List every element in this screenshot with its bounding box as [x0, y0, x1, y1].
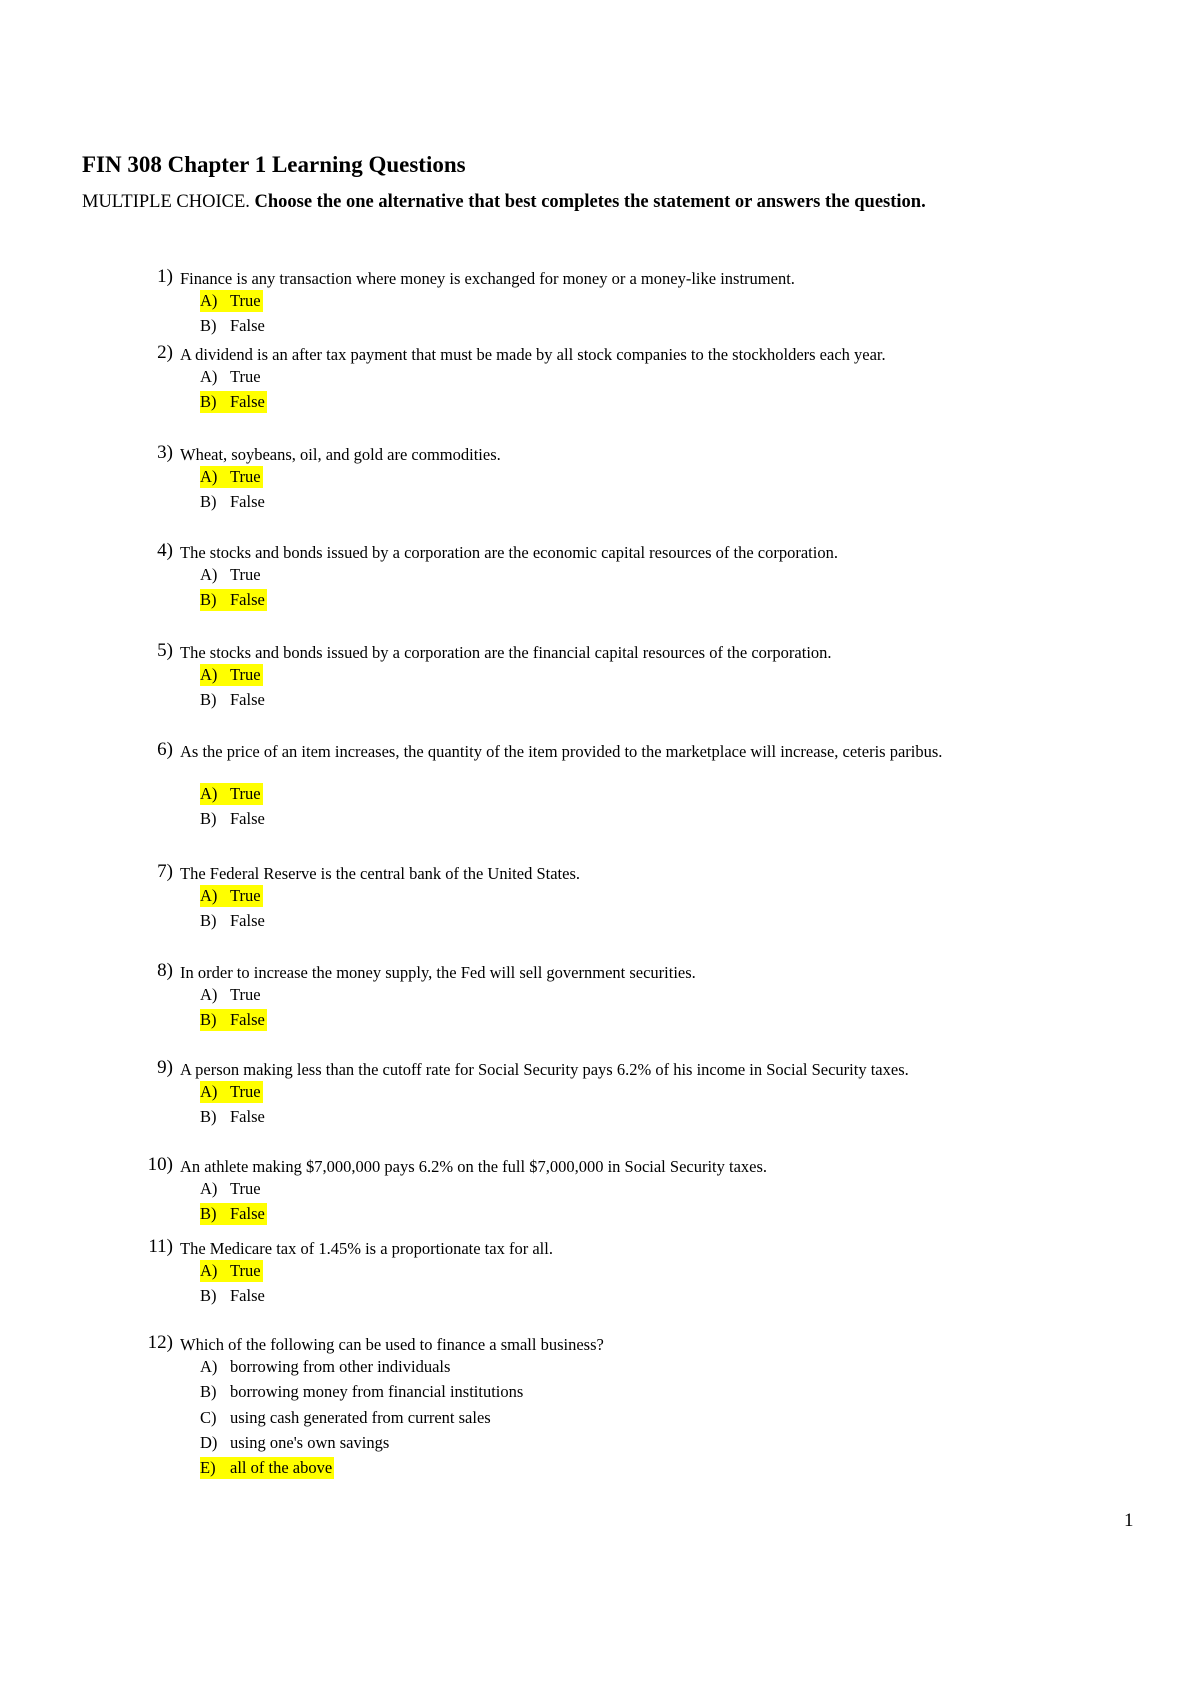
- answer-choice: [200, 564, 261, 586]
- choice-letter: A): [200, 1179, 218, 1198]
- choice-letter: A): [200, 985, 218, 1004]
- choice-text: False: [230, 1286, 265, 1306]
- choice-letter: A): [200, 1082, 218, 1101]
- question-number: 3): [157, 442, 173, 463]
- answer-choice-highlighted: [200, 466, 263, 488]
- question-number: 7): [157, 861, 173, 882]
- question-text: The stocks and bonds issued by a corporation are the financial capital resources of the corporation.: [180, 643, 832, 662]
- answer-choice-highlighted: [200, 1260, 263, 1282]
- choice-letter: B): [200, 690, 217, 710]
- page-number: 1: [1124, 1510, 1134, 1531]
- choice-text: False: [230, 492, 265, 512]
- choice-letter: B): [200, 1204, 217, 1224]
- instructions-text: Choose the one alternative that best completes the statement or answers the question.: [254, 192, 926, 212]
- choice-text: borrowing from other individuals: [230, 1357, 451, 1376]
- question-number: 5): [157, 640, 173, 661]
- choice-text: True: [230, 665, 261, 684]
- question-text: Finance is any transaction where money is exchanged for money or a money-like instrument.: [180, 269, 795, 288]
- choice-text: False: [230, 316, 265, 336]
- choice-text: using one's own savings: [230, 1432, 390, 1452]
- choice-text: False: [230, 1010, 265, 1030]
- question-number: 11): [148, 1236, 173, 1257]
- choice-text: True: [230, 1082, 261, 1101]
- answer-choice: [200, 1407, 491, 1429]
- choice-text: False: [230, 392, 265, 412]
- answer-choice-highlighted: [200, 885, 263, 907]
- choice-text: False: [230, 590, 265, 610]
- choice-text: True: [230, 1261, 261, 1280]
- answer-choice-highlighted: [200, 1457, 334, 1479]
- question-number: 2): [157, 342, 173, 363]
- choice-letter: A): [200, 367, 218, 386]
- question-text: The Federal Reserve is the central bank of the United States.: [180, 864, 580, 883]
- choice-letter: A): [200, 467, 218, 486]
- question-number: 12): [147, 1332, 173, 1353]
- choice-letter: A): [200, 565, 218, 584]
- choice-letter: A): [200, 665, 218, 684]
- answer-choice: [200, 491, 265, 513]
- choice-letter: B): [200, 492, 217, 512]
- answer-choice: [200, 1432, 389, 1454]
- choice-text: False: [230, 809, 265, 829]
- choice-letter: B): [200, 1286, 217, 1306]
- question-number: 10): [147, 1154, 173, 1175]
- choice-letter: A): [200, 1357, 218, 1376]
- choice-letter: B): [200, 590, 217, 610]
- question-number: 6): [157, 739, 173, 760]
- answer-choice: [200, 689, 265, 711]
- answer-choice-highlighted: [200, 589, 267, 611]
- choice-letter: B): [200, 911, 217, 931]
- choice-letter: A): [200, 291, 218, 310]
- answer-choice-highlighted: [200, 783, 263, 805]
- answer-choice: [200, 315, 265, 337]
- question-text: As the price of an item increases, the quantity of the item provided to the marketplace will increase, ceteris paribus.: [180, 742, 943, 761]
- answer-choice-highlighted: [200, 1009, 267, 1031]
- question-text: A dividend is an after tax payment that must be made by all stock companies to the stockholders each year.: [180, 345, 886, 364]
- choice-letter: B): [200, 1382, 217, 1402]
- instructions-lead: MULTIPLE CHOICE.: [82, 192, 250, 212]
- choice-text: True: [230, 367, 261, 386]
- choice-letter: B): [200, 316, 217, 336]
- choice-letter: E): [200, 1458, 216, 1478]
- question-number: 4): [157, 540, 173, 561]
- question-text: A person making less than the cutoff rate for Social Security pays 6.2% of his income in Social Security taxes.: [180, 1060, 909, 1079]
- answer-choice: [200, 1356, 450, 1378]
- choice-text: True: [230, 784, 261, 803]
- answer-choice-highlighted: [200, 391, 267, 413]
- question-text: Which of the following can be used to finance a small business?: [180, 1335, 604, 1354]
- choice-letter: A): [200, 886, 218, 905]
- answer-choice-highlighted: [200, 290, 263, 312]
- instructions: [82, 187, 1087, 217]
- document-title: FIN 308 Chapter 1 Learning Questions: [82, 152, 466, 177]
- answer-choice: [200, 984, 261, 1006]
- question-text: In order to increase the money supply, the Fed will sell government securities.: [180, 963, 696, 982]
- choice-text: True: [230, 565, 261, 584]
- choice-letter: A): [200, 784, 218, 803]
- choice-text: False: [230, 1204, 265, 1224]
- answer-choice-highlighted: [200, 664, 263, 686]
- question-text: An athlete making $7,000,000 pays 6.2% on the full $7,000,000 in Social Security taxes.: [180, 1157, 768, 1176]
- choice-text: False: [230, 1107, 265, 1127]
- answer-choice: [200, 1285, 265, 1307]
- answer-choice: [200, 366, 261, 388]
- question-text: Wheat, soybeans, oil, and gold are commodities.: [180, 445, 501, 464]
- choice-text: using cash generated from current sales: [230, 1407, 491, 1427]
- choice-text: True: [230, 291, 261, 310]
- question-text: The stocks and bonds issued by a corporation are the economic capital resources of the corporation.: [180, 543, 838, 562]
- choice-letter: B): [200, 1010, 217, 1030]
- choice-text: all of the above: [230, 1458, 333, 1478]
- choice-letter: B): [200, 1107, 217, 1127]
- choice-letter: A): [200, 1261, 218, 1280]
- answer-choice-highlighted: [200, 1203, 267, 1225]
- answer-choice-highlighted: [200, 1081, 263, 1103]
- question-number: 9): [157, 1057, 173, 1078]
- choice-text: True: [230, 886, 261, 905]
- choice-text: borrowing money from financial institutions: [230, 1382, 524, 1402]
- choice-letter: C): [200, 1407, 217, 1427]
- choice-letter: B): [200, 392, 217, 412]
- question-number: 1): [157, 266, 173, 287]
- answer-choice: [200, 1106, 265, 1128]
- answer-choice: [200, 1381, 523, 1403]
- answer-choice: [200, 910, 265, 932]
- answer-choice: [200, 808, 265, 830]
- choice-text: True: [230, 467, 261, 486]
- choice-text: True: [230, 1179, 261, 1198]
- choice-text: False: [230, 911, 265, 931]
- question-number: 8): [157, 960, 173, 981]
- choice-text: False: [230, 690, 265, 710]
- question-text: The Medicare tax of 1.45% is a proportionate tax for all.: [180, 1239, 553, 1258]
- choice-letter: B): [200, 809, 217, 829]
- choice-letter: D): [200, 1432, 218, 1452]
- choice-text: True: [230, 985, 261, 1004]
- answer-choice: [200, 1178, 261, 1200]
